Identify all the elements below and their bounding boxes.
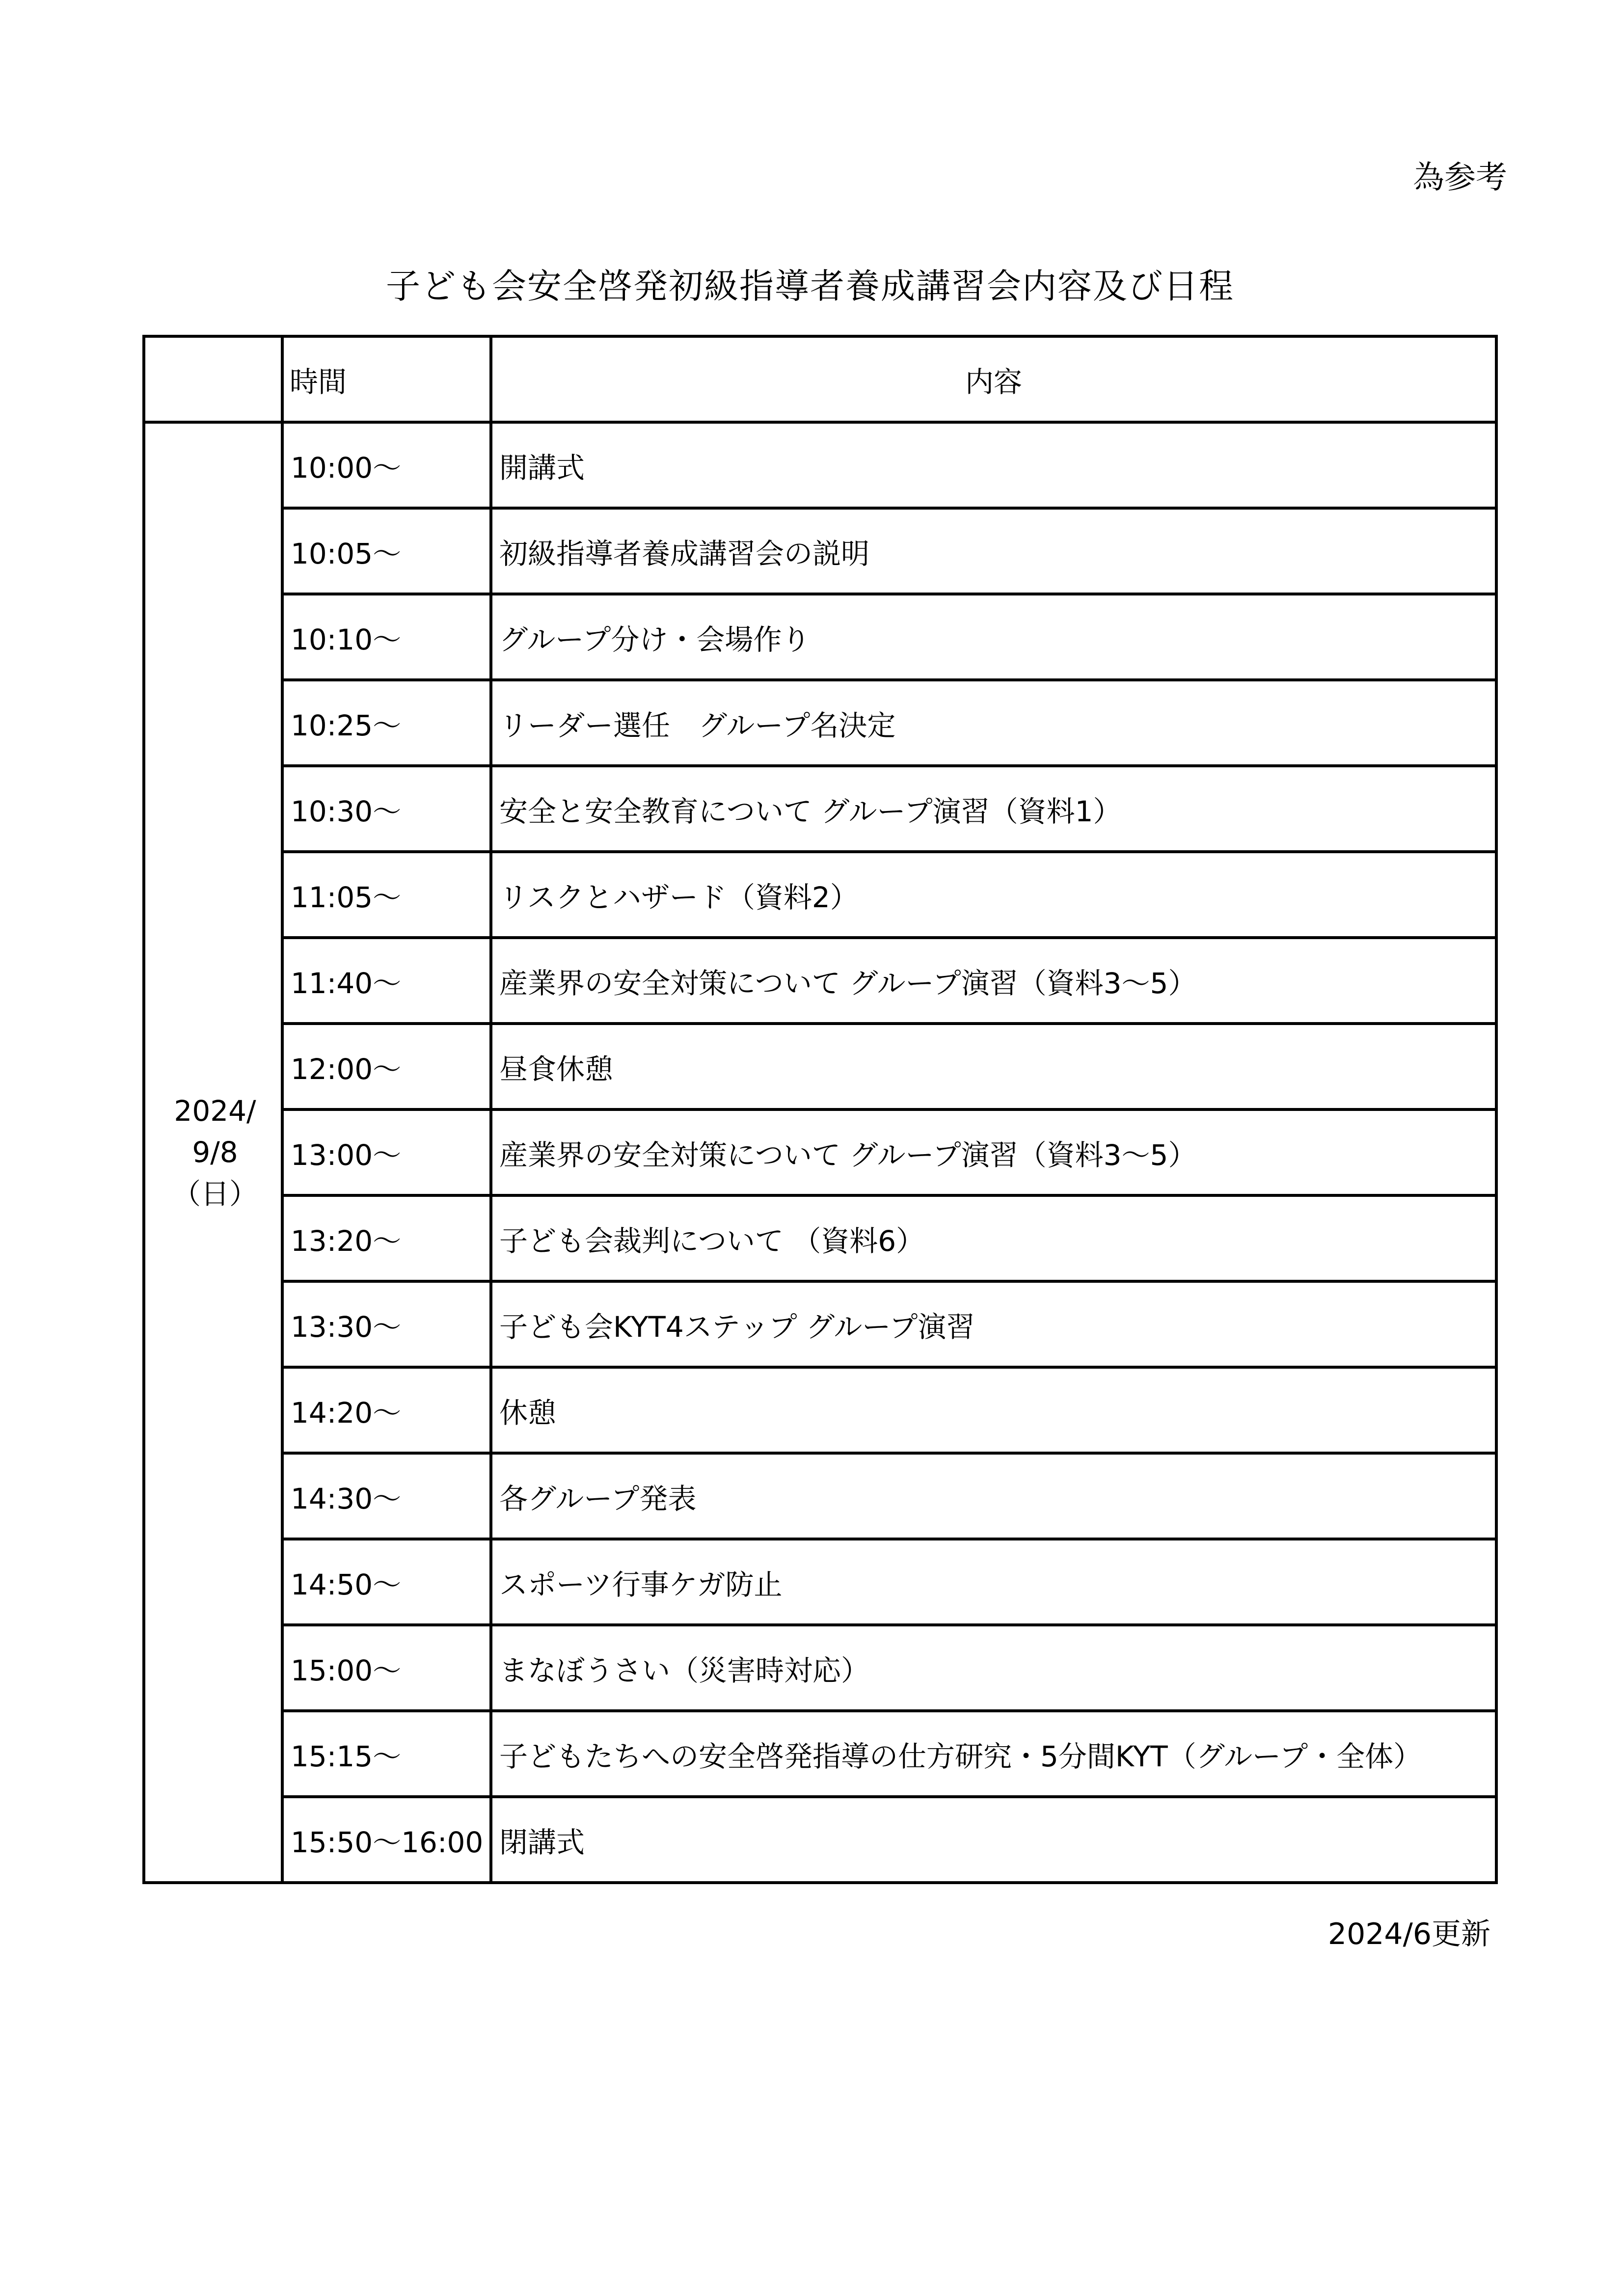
date-line2: 9/8 xyxy=(192,1135,238,1169)
time-cell: 15:00〜 xyxy=(282,1625,491,1711)
time-cell: 10:30〜 xyxy=(282,766,491,852)
table-row xyxy=(144,594,1496,680)
content-cell: 開講式 xyxy=(491,422,1496,508)
content-cell: リスクとハザード（資料2） xyxy=(491,852,1496,938)
page-title: 子ども会安全啓発初級指導者養成講習会内容及び日程 xyxy=(386,266,1234,306)
table-row xyxy=(144,1539,1496,1625)
content-cell: 休憩 xyxy=(491,1367,1496,1453)
date-cell xyxy=(144,422,282,1883)
table-row xyxy=(144,938,1496,1024)
content-cell: 子ども会KYT4ステップ グループ演習 xyxy=(491,1281,1496,1367)
content-cell: リーダー選任 グループ名決定 xyxy=(491,680,1496,766)
content-cell: 産業界の安全対策について グループ演習（資料3〜5） xyxy=(491,938,1496,1024)
table-row xyxy=(144,766,1496,852)
time-cell: 10:05〜 xyxy=(282,508,491,594)
content-cell: 安全と安全教育について グループ演習（資料1） xyxy=(491,766,1496,852)
schedule-table xyxy=(142,335,1498,1884)
content-cell: 昼食休憩 xyxy=(491,1024,1496,1109)
content-cell: 各グループ発表 xyxy=(491,1453,1496,1539)
table-row xyxy=(144,1625,1496,1711)
table-row xyxy=(144,1711,1496,1797)
table-row xyxy=(144,1195,1496,1281)
time-cell: 13:00〜 xyxy=(282,1109,491,1195)
table-row xyxy=(144,1281,1496,1367)
time-cell: 10:10〜 xyxy=(282,594,491,680)
time-cell: 13:20〜 xyxy=(282,1195,491,1281)
content-cell: 産業界の安全対策について グループ演習（資料3〜5） xyxy=(491,1109,1496,1195)
time-cell: 11:05〜 xyxy=(282,852,491,938)
table-header-row xyxy=(144,336,1496,422)
table-row xyxy=(144,508,1496,594)
table-row xyxy=(144,1797,1496,1883)
time-cell: 14:30〜 xyxy=(282,1453,491,1539)
header-content: 内容 xyxy=(491,336,1496,422)
time-cell: 15:15〜 xyxy=(282,1711,491,1797)
content-cell: 子どもたちへの安全啓発指導の仕方研究・5分間KYT（グループ・全体） xyxy=(491,1711,1496,1797)
content-cell: グループ分け・会場作り xyxy=(491,594,1496,680)
time-cell: 10:00〜 xyxy=(282,422,491,508)
reference-note: 為参考 xyxy=(1413,160,1507,196)
time-cell: 10:25〜 xyxy=(282,680,491,766)
time-cell: 11:40〜 xyxy=(282,938,491,1024)
content-cell: まなぼうさい（災害時対応） xyxy=(491,1625,1496,1711)
table-row xyxy=(144,852,1496,938)
table-row xyxy=(144,422,1496,508)
content-cell: 初級指導者養成講習会の説明 xyxy=(491,508,1496,594)
header-date xyxy=(144,336,282,422)
time-cell: 14:20〜 xyxy=(282,1367,491,1453)
time-cell: 14:50〜 xyxy=(282,1539,491,1625)
table-row xyxy=(144,1024,1496,1109)
content-cell: 閉講式 xyxy=(491,1797,1496,1883)
table-row xyxy=(144,1453,1496,1539)
date-line3: （日） xyxy=(172,1177,258,1211)
time-cell: 13:30〜 xyxy=(282,1281,491,1367)
date-line1: 2024/ xyxy=(174,1094,256,1128)
updated-date: 2024/6更新 xyxy=(1327,1917,1490,1951)
time-cell: 12:00〜 xyxy=(282,1024,491,1109)
table-row xyxy=(144,1109,1496,1195)
content-cell: 子ども会裁判について （資料6） xyxy=(491,1195,1496,1281)
table-row xyxy=(144,680,1496,766)
time-cell: 15:50〜16:00 xyxy=(282,1797,491,1883)
table-row xyxy=(144,1367,1496,1453)
header-time: 時間 xyxy=(282,336,491,422)
content-cell: スポーツ行事ケガ防止 xyxy=(491,1539,1496,1625)
